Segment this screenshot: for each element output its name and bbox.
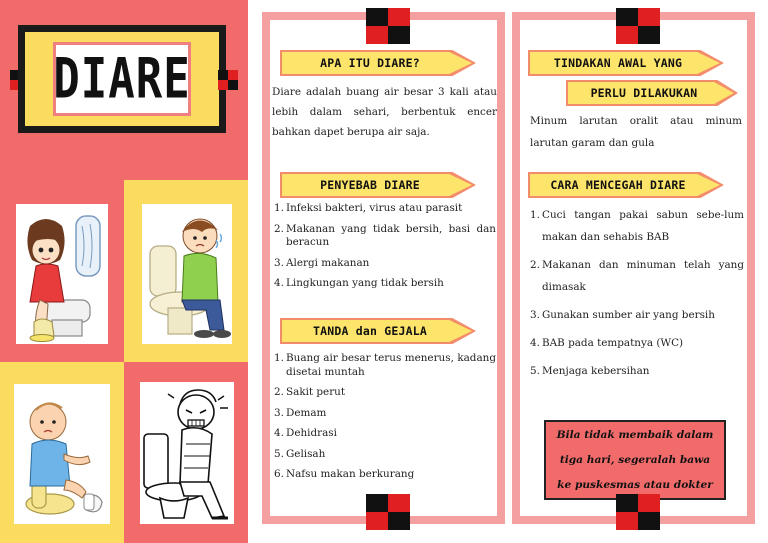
checker-decor-top xyxy=(616,8,660,44)
checker-decor-bottom xyxy=(616,494,660,530)
list-item-number: 4. xyxy=(274,277,284,289)
list-item-number: 5. xyxy=(274,447,284,460)
list-item-text: Makanan yang tidak bersih, basi dan beracun xyxy=(286,222,496,248)
list-item-number: 1. xyxy=(530,209,540,221)
list-item-number: 6. xyxy=(274,468,284,480)
list-item-text: Infeksi bakteri, virus atau parasit xyxy=(286,202,463,214)
baby-on-potty-icon xyxy=(14,384,110,524)
boy-on-toilet-icon xyxy=(142,204,232,344)
symptoms-list xyxy=(274,352,496,482)
heading-label: APA ITU DIARE? xyxy=(320,56,420,70)
list-item-text: Gunakan sumber air yang bersih xyxy=(542,309,715,321)
list-item xyxy=(274,202,496,216)
list-item-text: Dehidrasi xyxy=(286,427,337,439)
title-frame xyxy=(18,25,226,133)
list-item-number: 4. xyxy=(530,337,540,349)
list-item-text: Gelisah xyxy=(286,447,326,460)
causes-list xyxy=(274,202,496,291)
list-item xyxy=(274,277,496,291)
list-item-text: Makanan dan minuman telah yang dimasak xyxy=(542,259,744,293)
list-item-text: Demam xyxy=(286,406,327,419)
heading-label: PERLU DILAKUKAN xyxy=(590,86,698,100)
heading-label: TINDAKAN AWAL YANG xyxy=(553,56,683,70)
cover-panel xyxy=(0,0,248,543)
heading-label: CARA MENCEGAH DIARE xyxy=(550,178,686,192)
checker-decor-top xyxy=(366,8,410,44)
list-item-number: 4. xyxy=(274,427,284,439)
heading-first-action-2 xyxy=(566,80,738,106)
list-item xyxy=(530,360,744,382)
list-item-text: Lingkungan yang tidak bersih xyxy=(286,277,444,289)
illustration-tile-1 xyxy=(0,180,124,362)
illustration-tile-3 xyxy=(0,362,124,543)
illustration-tile-4 xyxy=(124,362,248,543)
list-item xyxy=(530,204,744,248)
list-item-text: Sakit perut xyxy=(286,386,346,398)
list-item-text: Menjaga kebersihan xyxy=(542,365,650,377)
heading-what-is-diarrhea xyxy=(280,50,476,76)
man-on-toilet-icon xyxy=(140,382,234,524)
list-item-text: Alergi makanan xyxy=(286,256,370,269)
list-item-text: Nafsu makan berkurang xyxy=(286,468,415,480)
heading-label: TANDA dan GEJALA xyxy=(313,324,427,338)
middle-panel xyxy=(262,12,505,524)
heading-label: PENYEBAB DIARE xyxy=(320,178,420,192)
right-panel xyxy=(512,12,755,524)
list-item xyxy=(274,427,496,441)
notice-text: Bila tidak membaik dalam tiga hari, segeralah bawa ke puskesmas atau dokter xyxy=(556,428,714,491)
list-item-number: 2. xyxy=(530,259,540,271)
list-item xyxy=(274,386,496,400)
warning-notice xyxy=(544,420,726,500)
list-item xyxy=(274,468,496,482)
list-item xyxy=(530,304,744,326)
list-item-number: 3. xyxy=(274,256,284,269)
checker-decor-bottom xyxy=(366,494,410,530)
list-item-number: 3. xyxy=(274,406,284,419)
prevention-list xyxy=(530,204,744,382)
list-item xyxy=(274,223,496,250)
list-item-text: Cuci tangan pakai sabun sebe-lum makan dan sehabis BAB xyxy=(542,209,744,243)
list-item-text: Buang air besar terus menerus, kadang disetai muntah xyxy=(286,352,496,378)
list-item-number: 5. xyxy=(530,365,540,377)
list-item-number: 1. xyxy=(274,352,284,364)
girl-on-toilet-icon xyxy=(16,204,108,344)
heading-symptoms xyxy=(280,318,476,344)
illustration-tile-2 xyxy=(124,180,248,362)
list-item xyxy=(274,407,496,421)
cover-title: DIARE xyxy=(53,47,191,111)
list-item-number: 2. xyxy=(274,222,284,235)
heading-prevention xyxy=(528,172,724,198)
cover-header xyxy=(0,0,248,180)
list-item xyxy=(530,332,744,354)
list-item-number: 1. xyxy=(274,202,284,214)
first-action-text: Minum larutan oralit atau minum larutan garam dan gula xyxy=(530,115,742,149)
list-item-number: 2. xyxy=(274,386,284,398)
heading-first-action-1 xyxy=(528,50,724,76)
list-item xyxy=(274,448,496,462)
definition-text: Diare adalah buang air besar 3 kali atau lebih dalam sehari, berbentuk encer bahkan dapet berupa air saja. xyxy=(272,86,497,138)
list-item xyxy=(274,257,496,271)
list-item xyxy=(274,352,496,379)
list-item-number: 3. xyxy=(530,309,540,321)
list-item-text: BAB pada tempatnya (WC) xyxy=(542,337,684,349)
decor-squares-right xyxy=(218,70,238,90)
title-box xyxy=(53,42,191,116)
list-item xyxy=(530,254,744,298)
heading-causes xyxy=(280,172,476,198)
